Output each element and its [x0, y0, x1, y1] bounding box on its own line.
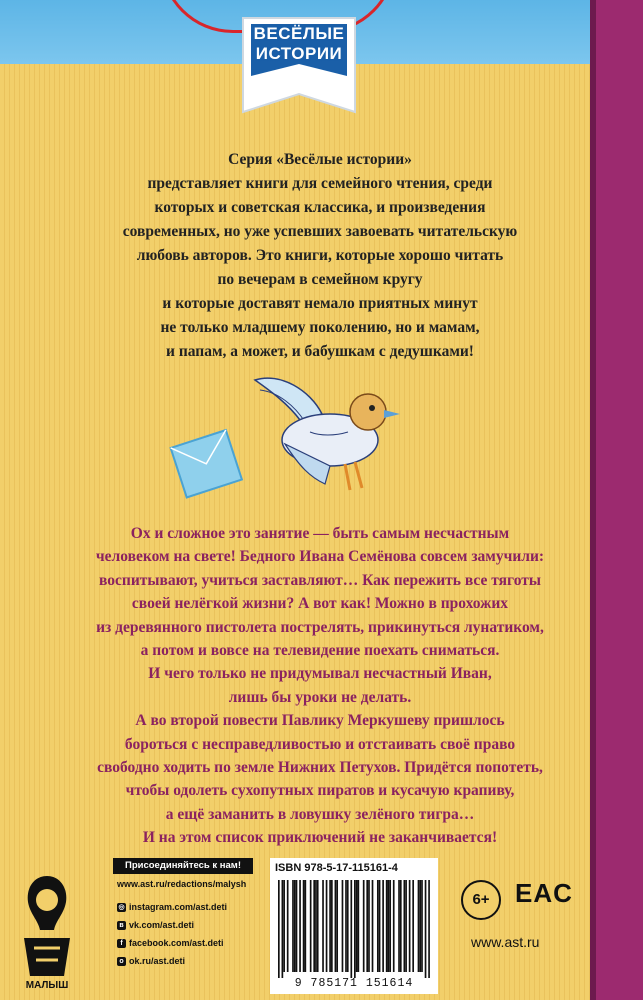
barcode-bar [388, 880, 390, 972]
barcode-bar [303, 880, 305, 972]
series-badge-title [237, 24, 361, 64]
social-link[interactable] [117, 902, 227, 912]
eac-mark: EAC [515, 878, 573, 908]
description-line: И чего только не придумывал несчастный Иван, [148, 665, 492, 683]
barcode-bar [386, 880, 388, 972]
barcode-bar [283, 880, 285, 972]
badge-line-1: ВЕСЁЛЫЕ [253, 24, 345, 43]
intro-line: представляет книги для семейного чтения, среди [147, 175, 493, 192]
barcode-bar [428, 880, 430, 978]
intro-line: которых и советская классика, и произведения [154, 199, 486, 216]
join-us-label: Присоединяйтесь к нам! [113, 858, 253, 874]
intro-line: не только младшему поколению, но и мамам, [160, 319, 480, 336]
barcode-bar [342, 880, 344, 972]
barcode-bar [326, 880, 328, 972]
barcode-bar [368, 880, 370, 972]
intro-line: любовь авторов. Это книги, которые хорошо читать [136, 247, 504, 264]
intro-line: и которые доставят немало приятных минут [162, 295, 478, 312]
description-line: А во второй повести Павлику Меркушеву пришлось [135, 712, 505, 730]
barcode-bar [317, 880, 319, 972]
barcode-bar [389, 880, 391, 972]
barcode-bar [382, 880, 384, 972]
barcode-bar [350, 880, 352, 978]
barcode-bar [296, 880, 298, 972]
facebook-icon: f [117, 939, 126, 948]
barcode-bar [412, 880, 414, 972]
barcode-bar [345, 880, 347, 972]
intro-line: по вечерам в семейном кругу [217, 271, 423, 288]
barcode-digits: 9 785171 151614 [294, 977, 414, 990]
barcode-bar [405, 880, 407, 972]
publisher-logo-text: МАЛЫШ [25, 980, 69, 991]
barcode-bar [403, 880, 405, 972]
barcode-bar [278, 880, 280, 978]
bird-with-envelope-icon [160, 362, 410, 512]
cover-footer [0, 850, 590, 1000]
description-line: из деревянного пистолета пострелять, прикинуться лунатиком, [96, 618, 544, 636]
publisher-site-link[interactable]: www.ast.ru/redactions/malysh [117, 879, 247, 889]
barcode-bar [356, 880, 358, 972]
barcode-bar [292, 880, 294, 972]
age-rating-badge: 6+ [461, 880, 501, 920]
badge-line-2: ИСТОРИИ [255, 44, 343, 63]
barcode-bar [294, 880, 296, 972]
barcode-bar [354, 880, 356, 978]
barcode-bar [282, 880, 284, 978]
barcode-bar [315, 880, 317, 972]
social-link[interactable] [117, 920, 194, 930]
intro-line: и папам, а может, и бабушкам с дедушками! [166, 343, 474, 360]
social-link-text: ok.ru/ast.deti [129, 956, 186, 966]
barcode-bar [347, 880, 349, 972]
barcode-bar [310, 880, 312, 972]
description-line: воспитывают, учиться заставляют… Как пережить все тяготы [99, 571, 541, 589]
barcode-bar [419, 880, 421, 972]
ok-icon: о [117, 957, 126, 966]
description-line: лишь бы уроки не делать. [228, 688, 412, 706]
barcode-bar [299, 880, 301, 972]
spine-stripe [596, 0, 643, 1000]
description-line: человеком на свете! Бедного Ивана Семёнова совсем замучили: [95, 548, 545, 566]
barcode-bar [425, 880, 427, 978]
barcode-bar [398, 880, 400, 972]
intro-line: Серия «Весёлые истории» [228, 151, 412, 168]
publisher-logo-icon [14, 868, 80, 984]
book-description [55, 522, 585, 850]
barcode-bar [358, 880, 360, 972]
barcode-icon [278, 880, 430, 978]
barcode-bar [322, 880, 324, 972]
barcode-bar [393, 880, 395, 972]
website-link[interactable]: www.ast.ru [471, 934, 540, 950]
barcode-bar [363, 880, 365, 972]
barcode-bar [400, 880, 402, 972]
barcode-bar [409, 880, 411, 972]
description-line: Ох и сложное это занятие — быть самым несчастным [130, 525, 510, 542]
vk-icon: в [117, 921, 126, 930]
description-line: свободно ходить по земле Нижних Петухов. Придётся попотеть, [97, 759, 543, 777]
barcode-bar [366, 880, 368, 972]
barcode-bar [377, 880, 379, 972]
barcode-bar [305, 880, 307, 972]
description-line: а потом и вовсе на телевидение поехать сниматься. [140, 642, 500, 660]
description-line: И на этом список приключений не заканчивается! [142, 829, 498, 847]
instagram-icon: ◎ [118, 903, 125, 911]
barcode-bar [313, 880, 315, 972]
barcode-bar [372, 880, 374, 972]
description-line: своей нелёгкой жизни? А вот как! Можно в прохожих [131, 595, 509, 613]
barcode-bar [335, 880, 337, 972]
social-link[interactable] [117, 938, 224, 948]
barcode-bar [418, 880, 420, 972]
intro-line: современных, но уже успевших завоевать читательскую [122, 223, 518, 240]
barcode-bar [331, 880, 333, 972]
barcode-bar [287, 880, 289, 972]
barcode-bar [329, 880, 331, 972]
description-line: а ещё заманить в ловушку зелёного тигра… [165, 805, 475, 823]
social-link-text: instagram.com/ast.deti [129, 902, 228, 912]
description-line: бороться с несправедливостью и отстаивать своё право [124, 735, 516, 753]
social-link-text: facebook.com/ast.deti [129, 938, 224, 948]
description-line: чтобы одолеть сухопутных пиратов и кусачую крапиву, [125, 782, 515, 800]
barcode-bar [336, 880, 338, 972]
social-link[interactable] [117, 956, 185, 966]
social-link-text: vk.com/ast.deti [129, 920, 195, 930]
isbn-number: ISBN 978-5-17-115161-4 [275, 862, 398, 874]
series-intro [100, 148, 540, 364]
barcode-bar [421, 880, 423, 972]
barcode-bar [379, 880, 381, 972]
